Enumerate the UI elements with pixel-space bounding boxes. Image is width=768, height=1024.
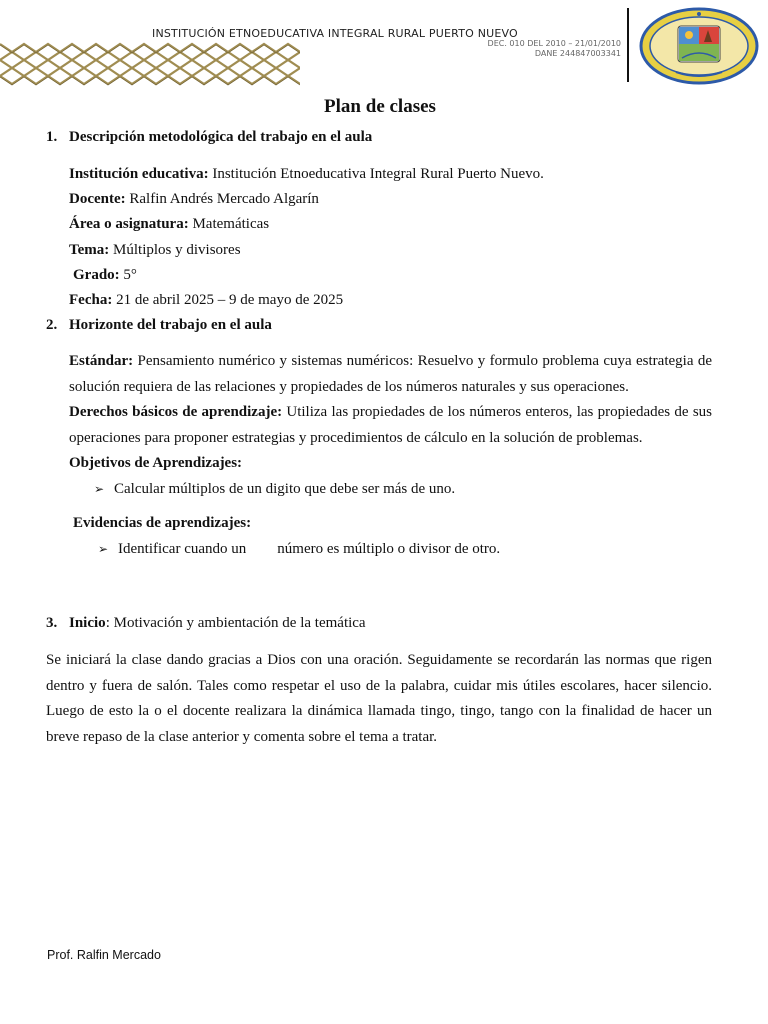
objective-text: Calcular múltiplos de un digito que debe ser más de uno. xyxy=(114,481,456,497)
objective-item xyxy=(94,481,455,498)
field-label: Docente: xyxy=(69,191,126,207)
field-value: 5° xyxy=(119,267,137,283)
section-3-number: 3. xyxy=(46,615,58,631)
field-teacher xyxy=(69,191,319,208)
field-value: 21 de abril 2025 – 9 de mayo de 2025 xyxy=(112,292,344,308)
field-label: Institución educativa: xyxy=(69,166,209,182)
document-title: Plan de clases xyxy=(324,96,436,117)
section-3-title: Inicio xyxy=(69,615,106,631)
inicio-paragraph: Se iniciará la clase dando gracias a Dios con una oración. Seguidamente se recordarán las normas que rigen dentro y fuera de salón. Tales como respetar el uso de la palabra, cuidar mis útiles escolares, hacer silencio. Luego de esto la o el docente realizara la dinámica llamada tingo, tingo, tango con la finalidad de hacer un breve repaso de la clase anterior y comenta sobre el tema a tratar. xyxy=(46,652,712,745)
section-2-title: Horizonte del trabajo en el aula xyxy=(69,317,272,333)
evidence-item xyxy=(98,541,500,558)
field-label: Tema: xyxy=(69,242,110,258)
standard-paragraph xyxy=(69,349,712,400)
field-label: Fecha: xyxy=(69,292,113,308)
objectives-heading xyxy=(69,455,242,472)
section-3-subtitle: : Motivación y ambientación de la temática xyxy=(105,615,366,631)
section-1-number: 1. xyxy=(46,129,58,145)
field-topic xyxy=(69,242,241,259)
evidence-heading xyxy=(73,515,251,532)
field-value: Múltiplos y divisores xyxy=(109,242,241,258)
arrow-bullet-icon: ➢ xyxy=(94,482,105,496)
field-label: Grado: xyxy=(73,267,120,283)
field-date xyxy=(69,292,343,309)
evidence-text-part-1: Identificar cuando un xyxy=(118,541,247,557)
institution-seal-icon xyxy=(638,6,760,86)
section-1-title: Descripción metodológica del trabajo en el aula xyxy=(69,129,373,145)
objectives-label: Objetivos de Aprendizajes: xyxy=(69,455,243,471)
evidence-text-part-2: número es múltiplo o divisor de otro. xyxy=(277,541,501,557)
field-grade xyxy=(73,267,137,284)
institution-banner: INSTITUCIÓN ETNOEDUCATIVA INTEGRAL RURAL PUERTO NUEVO xyxy=(152,27,518,40)
decree-text: DEC. 010 DEL 2010 – 21/01/2010 xyxy=(487,39,621,48)
section-2-heading xyxy=(46,317,272,334)
evidence-label: Evidencias de aprendizajes: xyxy=(73,515,252,531)
standard-text: Pensamiento numérico y sistemas numéricos: Resuelvo y formulo problema cuya estrategia de solución requiera de las relaciones y propiedades de los números naturales y sus operaciones. xyxy=(69,353,712,395)
field-institution xyxy=(69,166,544,183)
field-subject xyxy=(69,216,269,233)
field-value: Ralfin Andrés Mercado Algarín xyxy=(125,191,319,207)
footer-author: Prof. Ralfin Mercado xyxy=(47,948,161,962)
field-value: Institución Etnoeducativa Integral Rural Puerto Nuevo. xyxy=(208,166,544,182)
dba-text: Utiliza las propiedades de los números enteros, las propiedades de sus operaciones para proponer estrategias y procedimientos de cálculo en la solución de problemas. xyxy=(69,404,712,446)
dba-paragraph xyxy=(69,400,712,451)
dane-code: DANE 244847003341 xyxy=(534,49,621,58)
arrow-bullet-icon: ➢ xyxy=(98,542,109,556)
field-label: Área o asignatura: xyxy=(69,216,189,232)
header-divider xyxy=(627,8,629,82)
standard-label: Estándar: xyxy=(69,353,134,369)
braid-decoration xyxy=(0,40,300,88)
section-2-number: 2. xyxy=(46,317,58,333)
section-1-heading xyxy=(46,129,372,146)
section-3-heading xyxy=(46,615,366,632)
dba-label: Derechos básicos de aprendizaje: xyxy=(69,404,283,420)
field-value: Matemáticas xyxy=(188,216,270,232)
